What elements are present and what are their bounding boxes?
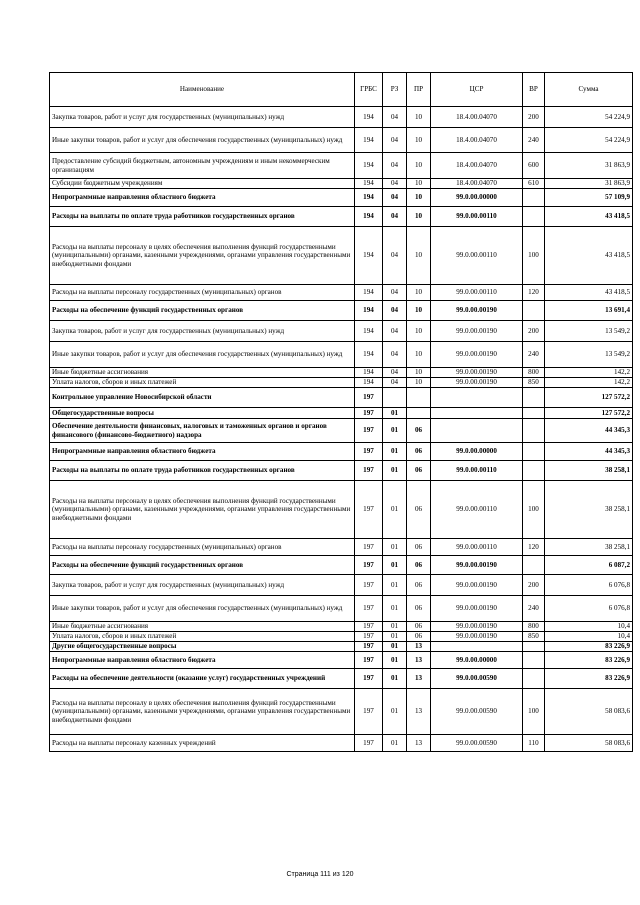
table-row — [50, 301, 633, 321]
cell-name: Расходы на выплаты персоналу в целях обеспечения выполнения функций государственными (муниципальными) органами, казенными учреждениями, органами управления государственными внебюджетными фондами — [50, 481, 355, 539]
cell-sum: 54 224,9 — [545, 128, 633, 153]
cell-name: Иные бюджетные ассигнования — [50, 368, 355, 378]
cell-sum: 54 224,9 — [545, 107, 633, 128]
cell-pr: 10 — [407, 153, 431, 179]
cell-sum: 142,2 — [545, 368, 633, 378]
cell-sum: 43 418,5 — [545, 285, 633, 301]
cell-grbs: 197 — [355, 652, 383, 669]
cell-pr: 10 — [407, 285, 431, 301]
cell-sum: 58 083,6 — [545, 689, 633, 735]
cell-rz: 04 — [383, 128, 407, 153]
cell-sum: 58 083,6 — [545, 735, 633, 752]
cell-rz: 04 — [383, 207, 407, 227]
cell-grbs: 197 — [355, 622, 383, 632]
cell-sum: 10,4 — [545, 622, 633, 632]
cell-sum: 43 418,5 — [545, 227, 633, 285]
cell-vr: 200 — [523, 575, 545, 596]
cell-name: Иные закупки товаров, работ и услуг для обеспечения государственных (муниципальных) нужд — [50, 128, 355, 153]
cell-rz: 01 — [383, 735, 407, 752]
cell-csr: 99.0.00.00000 — [431, 189, 523, 207]
cell-sum: 38 258,1 — [545, 481, 633, 539]
table-row — [50, 481, 633, 539]
cell-name: Предоставление субсидий бюджетным, автономным учреждениям и иным некоммерческим организациям — [50, 153, 355, 179]
cell-sum: 6 076,8 — [545, 575, 633, 596]
cell-name: Расходы на выплаты персоналу государственных (муниципальных) органов — [50, 539, 355, 556]
cell-pr: 06 — [407, 481, 431, 539]
cell-csr: 99.0.00.00190 — [431, 622, 523, 632]
table-row — [50, 285, 633, 301]
cell-pr: 10 — [407, 128, 431, 153]
cell-rz: 04 — [383, 153, 407, 179]
cell-sum: 38 258,1 — [545, 461, 633, 481]
cell-vr — [523, 301, 545, 321]
cell-rz: 04 — [383, 321, 407, 342]
cell-grbs: 194 — [355, 368, 383, 378]
table-row — [50, 669, 633, 689]
cell-name: Расходы на обеспечение функций государственных органов — [50, 556, 355, 575]
cell-vr — [523, 642, 545, 652]
table-row — [50, 556, 633, 575]
table-row — [50, 596, 633, 622]
cell-rz: 04 — [383, 227, 407, 285]
cell-csr: 99.0.00.00590 — [431, 669, 523, 689]
cell-name: Другие общегосударственные вопросы — [50, 642, 355, 652]
cell-grbs: 197 — [355, 539, 383, 556]
table-row — [50, 189, 633, 207]
cell-vr: 100 — [523, 227, 545, 285]
table-row — [50, 207, 633, 227]
cell-name: Контрольное управление Новосибирской области — [50, 388, 355, 408]
cell-vr — [523, 556, 545, 575]
cell-vr — [523, 207, 545, 227]
cell-sum: 44 345,3 — [545, 419, 633, 443]
cell-rz: 04 — [383, 107, 407, 128]
cell-vr: 200 — [523, 107, 545, 128]
header-name: Наименование — [50, 73, 355, 107]
cell-rz: 04 — [383, 368, 407, 378]
table-row — [50, 539, 633, 556]
cell-grbs: 197 — [355, 632, 383, 642]
header-pr: ПР — [407, 73, 431, 107]
cell-vr: 120 — [523, 539, 545, 556]
cell-csr: 18.4.00.04070 — [431, 153, 523, 179]
cell-sum: 43 418,5 — [545, 207, 633, 227]
cell-rz: 01 — [383, 596, 407, 622]
cell-csr — [431, 408, 523, 419]
cell-pr: 13 — [407, 652, 431, 669]
cell-vr: 800 — [523, 622, 545, 632]
cell-vr — [523, 669, 545, 689]
cell-rz: 01 — [383, 689, 407, 735]
cell-pr: 06 — [407, 443, 431, 461]
cell-csr: 99.0.00.00110 — [431, 285, 523, 301]
cell-name: Расходы на выплаты по оплате труда работников государственных органов — [50, 207, 355, 227]
cell-grbs: 194 — [355, 207, 383, 227]
cell-pr: 06 — [407, 575, 431, 596]
cell-pr: 10 — [407, 301, 431, 321]
cell-rz: 01 — [383, 539, 407, 556]
cell-name: Уплата налогов, сборов и иных платежей — [50, 378, 355, 388]
cell-rz: 01 — [383, 642, 407, 652]
table-row — [50, 419, 633, 443]
cell-csr: 99.0.00.00000 — [431, 443, 523, 461]
cell-vr: 110 — [523, 735, 545, 752]
cell-pr: 13 — [407, 689, 431, 735]
table-row — [50, 408, 633, 419]
cell-grbs: 197 — [355, 575, 383, 596]
cell-pr: 06 — [407, 596, 431, 622]
cell-vr — [523, 461, 545, 481]
table-row — [50, 368, 633, 378]
table-row — [50, 461, 633, 481]
cell-grbs: 197 — [355, 689, 383, 735]
cell-csr: 99.0.00.00000 — [431, 652, 523, 669]
cell-grbs: 197 — [355, 419, 383, 443]
cell-csr: 18.4.00.04070 — [431, 128, 523, 153]
cell-pr: 06 — [407, 632, 431, 642]
table-row — [50, 107, 633, 128]
cell-pr: 10 — [407, 189, 431, 207]
cell-vr: 120 — [523, 285, 545, 301]
cell-grbs: 197 — [355, 642, 383, 652]
cell-pr — [407, 408, 431, 419]
cell-csr — [431, 388, 523, 408]
cell-rz — [383, 388, 407, 408]
cell-pr: 06 — [407, 622, 431, 632]
table-header-row — [50, 73, 633, 107]
cell-sum: 83 226,9 — [545, 652, 633, 669]
cell-pr: 13 — [407, 735, 431, 752]
cell-csr: 99.0.00.00190 — [431, 342, 523, 368]
cell-sum: 83 226,9 — [545, 669, 633, 689]
table-row — [50, 632, 633, 642]
cell-name: Закупка товаров, работ и услуг для государственных (муниципальных) нужд — [50, 321, 355, 342]
cell-rz: 01 — [383, 408, 407, 419]
cell-grbs: 194 — [355, 128, 383, 153]
cell-name: Общегосударственные вопросы — [50, 408, 355, 419]
cell-csr: 99.0.00.00190 — [431, 378, 523, 388]
cell-vr: 850 — [523, 378, 545, 388]
cell-name: Расходы на выплаты персоналу казенных учреждений — [50, 735, 355, 752]
table-row — [50, 179, 633, 189]
cell-vr — [523, 189, 545, 207]
cell-grbs: 194 — [355, 189, 383, 207]
cell-pr: 10 — [407, 378, 431, 388]
cell-vr: 240 — [523, 596, 545, 622]
cell-name: Расходы на выплаты персоналу в целях обеспечения выполнения функций государственными (муниципальными) органами, казенными учреждениями, органами управления государственными внебюджетными фондами — [50, 689, 355, 735]
cell-vr: 610 — [523, 179, 545, 189]
cell-pr — [407, 388, 431, 408]
cell-rz: 01 — [383, 652, 407, 669]
cell-csr — [431, 419, 523, 443]
cell-grbs: 197 — [355, 481, 383, 539]
table-row — [50, 321, 633, 342]
cell-csr: 99.0.00.00110 — [431, 539, 523, 556]
cell-sum: 127 572,2 — [545, 388, 633, 408]
cell-pr: 13 — [407, 669, 431, 689]
cell-csr: 99.0.00.00190 — [431, 632, 523, 642]
cell-rz: 01 — [383, 622, 407, 632]
cell-pr: 06 — [407, 556, 431, 575]
cell-sum: 127 572,2 — [545, 408, 633, 419]
cell-vr — [523, 388, 545, 408]
cell-grbs: 194 — [355, 342, 383, 368]
cell-rz: 01 — [383, 443, 407, 461]
header-rz: РЗ — [383, 73, 407, 107]
cell-name: Непрограммные направления областного бюджета — [50, 652, 355, 669]
header-vr: ВР — [523, 73, 545, 107]
cell-csr — [431, 642, 523, 652]
cell-rz: 04 — [383, 179, 407, 189]
cell-vr: 200 — [523, 321, 545, 342]
cell-csr: 99.0.00.00190 — [431, 575, 523, 596]
cell-sum: 10,4 — [545, 632, 633, 642]
cell-rz: 01 — [383, 556, 407, 575]
page-footer: Страница 111 из 120 — [286, 871, 354, 878]
cell-pr: 13 — [407, 642, 431, 652]
cell-pr: 10 — [407, 179, 431, 189]
cell-pr: 10 — [407, 107, 431, 128]
cell-sum: 31 863,9 — [545, 179, 633, 189]
cell-sum: 44 345,3 — [545, 443, 633, 461]
cell-pr: 10 — [407, 207, 431, 227]
table-row — [50, 735, 633, 752]
cell-grbs: 197 — [355, 556, 383, 575]
cell-sum: 83 226,9 — [545, 642, 633, 652]
cell-vr: 240 — [523, 342, 545, 368]
cell-vr: 800 — [523, 368, 545, 378]
cell-rz: 01 — [383, 419, 407, 443]
cell-sum: 6 087,2 — [545, 556, 633, 575]
cell-csr: 99.0.00.00110 — [431, 461, 523, 481]
cell-rz: 04 — [383, 342, 407, 368]
cell-name: Расходы на выплаты персоналу в целях обеспечения выполнения функций государственными (муниципальными) органами, казенными учреждениями, органами управления государственными внебюджетными фондами — [50, 227, 355, 285]
cell-grbs: 197 — [355, 388, 383, 408]
cell-pr: 10 — [407, 321, 431, 342]
budget-table — [49, 72, 633, 752]
table-row — [50, 227, 633, 285]
cell-name: Субсидии бюджетным учреждениям — [50, 179, 355, 189]
cell-name: Непрограммные направления областного бюджета — [50, 189, 355, 207]
cell-rz: 01 — [383, 575, 407, 596]
table-row — [50, 128, 633, 153]
cell-csr: 99.0.00.00190 — [431, 556, 523, 575]
table-row — [50, 388, 633, 408]
cell-grbs: 197 — [355, 408, 383, 419]
cell-name: Уплата налогов, сборов и иных платежей — [50, 632, 355, 642]
cell-rz: 01 — [383, 481, 407, 539]
cell-name: Расходы на обеспечение деятельности (оказание услуг) государственных учреждений — [50, 669, 355, 689]
cell-sum: 31 863,9 — [545, 153, 633, 179]
cell-vr: 240 — [523, 128, 545, 153]
table-row — [50, 622, 633, 632]
cell-pr: 06 — [407, 461, 431, 481]
cell-sum: 142,2 — [545, 378, 633, 388]
cell-vr — [523, 443, 545, 461]
cell-grbs: 194 — [355, 107, 383, 128]
cell-grbs: 194 — [355, 301, 383, 321]
cell-name: Обеспечение деятельности финансовых, налоговых и таможенных органов и органов финансового (финансово-бюджетного) надзора — [50, 419, 355, 443]
cell-csr: 99.0.00.00110 — [431, 481, 523, 539]
cell-pr: 10 — [407, 342, 431, 368]
cell-grbs: 197 — [355, 735, 383, 752]
table-row — [50, 443, 633, 461]
cell-pr: 10 — [407, 227, 431, 285]
cell-csr: 99.0.00.00190 — [431, 301, 523, 321]
cell-csr: 18.4.00.04070 — [431, 107, 523, 128]
cell-sum: 13 549,2 — [545, 342, 633, 368]
cell-rz: 04 — [383, 301, 407, 321]
cell-name: Иные закупки товаров, работ и услуг для обеспечения государственных (муниципальных) нужд — [50, 342, 355, 368]
cell-grbs: 197 — [355, 461, 383, 481]
cell-sum: 6 076,8 — [545, 596, 633, 622]
cell-sum: 13 549,2 — [545, 321, 633, 342]
cell-csr: 99.0.00.00190 — [431, 596, 523, 622]
cell-vr: 850 — [523, 632, 545, 642]
cell-pr: 10 — [407, 368, 431, 378]
cell-pr: 06 — [407, 419, 431, 443]
cell-grbs: 194 — [355, 321, 383, 342]
cell-vr: 600 — [523, 153, 545, 179]
header-grbs: ГРБС — [355, 73, 383, 107]
table-row — [50, 652, 633, 669]
cell-grbs: 194 — [355, 227, 383, 285]
cell-grbs: 194 — [355, 153, 383, 179]
cell-csr: 99.0.00.00190 — [431, 368, 523, 378]
cell-vr — [523, 408, 545, 419]
cell-rz: 04 — [383, 285, 407, 301]
cell-rz: 01 — [383, 669, 407, 689]
table-row — [50, 342, 633, 368]
cell-pr: 06 — [407, 539, 431, 556]
cell-name: Расходы на обеспечение функций государственных органов — [50, 301, 355, 321]
cell-csr: 99.0.00.00110 — [431, 207, 523, 227]
cell-grbs: 197 — [355, 669, 383, 689]
table-row — [50, 689, 633, 735]
cell-rz: 04 — [383, 378, 407, 388]
cell-rz: 04 — [383, 189, 407, 207]
cell-name: Иные закупки товаров, работ и услуг для обеспечения государственных (муниципальных) нужд — [50, 596, 355, 622]
table-row — [50, 575, 633, 596]
cell-grbs: 197 — [355, 596, 383, 622]
table-row — [50, 153, 633, 179]
cell-grbs: 197 — [355, 443, 383, 461]
cell-vr: 100 — [523, 481, 545, 539]
cell-name: Иные бюджетные ассигнования — [50, 622, 355, 632]
cell-vr: 100 — [523, 689, 545, 735]
cell-vr — [523, 419, 545, 443]
header-csr: ЦСР — [431, 73, 523, 107]
cell-grbs: 194 — [355, 179, 383, 189]
table-row — [50, 642, 633, 652]
table-row — [50, 378, 633, 388]
cell-csr: 99.0.00.00590 — [431, 689, 523, 735]
cell-name: Закупка товаров, работ и услуг для государственных (муниципальных) нужд — [50, 107, 355, 128]
cell-sum: 57 109,9 — [545, 189, 633, 207]
cell-vr — [523, 652, 545, 669]
cell-name: Закупка товаров, работ и услуг для государственных (муниципальных) нужд — [50, 575, 355, 596]
cell-csr: 99.0.00.00190 — [431, 321, 523, 342]
cell-grbs: 194 — [355, 378, 383, 388]
cell-csr: 18.4.00.04070 — [431, 179, 523, 189]
cell-name: Расходы на выплаты персоналу государственных (муниципальных) органов — [50, 285, 355, 301]
header-sum: Сумма — [545, 73, 633, 107]
cell-sum: 38 258,1 — [545, 539, 633, 556]
cell-rz: 01 — [383, 461, 407, 481]
cell-name: Расходы на выплаты по оплате труда работников государственных органов — [50, 461, 355, 481]
cell-sum: 13 691,4 — [545, 301, 633, 321]
cell-grbs: 194 — [355, 285, 383, 301]
cell-csr: 99.0.00.00590 — [431, 735, 523, 752]
cell-csr: 99.0.00.00110 — [431, 227, 523, 285]
cell-rz: 01 — [383, 632, 407, 642]
cell-name: Непрограммные направления областного бюджета — [50, 443, 355, 461]
